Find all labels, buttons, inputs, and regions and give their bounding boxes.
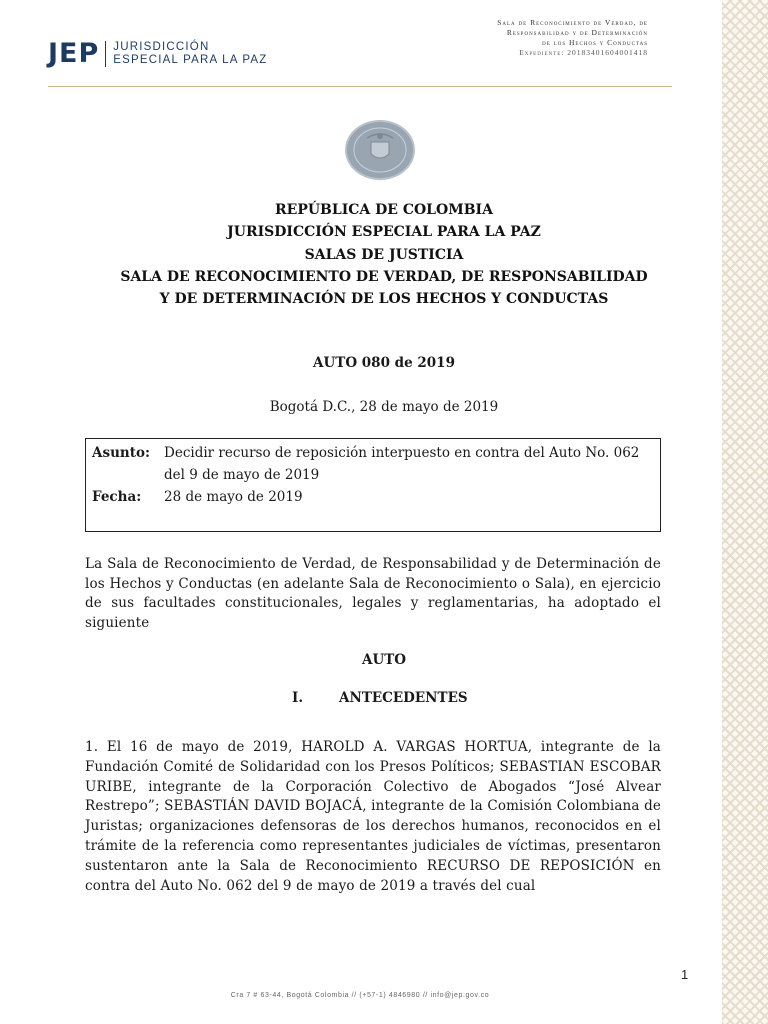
footer-contact: Cra 7 # 63-44, Bogotá Colombia // (+57-1) 4846980 // info@jep.gov.co <box>230 992 490 999</box>
logo-line-1: JURISDICCIÓN <box>113 40 210 53</box>
header-line-1: Sala de Reconocimiento de Verdad, de <box>497 18 648 27</box>
expediente <box>497 48 648 58</box>
title-jurisdiction: JURISDICCIÓN ESPECIAL PARA LA PAZ <box>227 224 541 241</box>
title-chamber-line-2: Y DE DETERMINACIÓN DE LOS HECHOS Y CONDUCTAS <box>159 291 609 308</box>
asunto-value: Decidir recurso de reposición interpuesto en contra del Auto No. 062 del 9 de mayo de 2019 <box>164 445 640 483</box>
date-row <box>92 487 656 509</box>
auto-heading: AUTO <box>361 652 407 668</box>
subject-box <box>85 438 661 532</box>
header-line-3: de los Hechos y Conductas <box>542 38 648 47</box>
section-title: ANTECEDENTES <box>339 690 468 706</box>
colombia-seal-icon <box>345 120 415 180</box>
header-divider <box>48 86 672 87</box>
document-titles <box>48 199 720 310</box>
title-chambers: SALAS DE JUSTICIA <box>304 246 464 263</box>
title-republic: REPÚBLICA DE COLOMBIA <box>275 202 493 218</box>
jep-logo <box>48 38 267 69</box>
section-heading <box>292 690 468 706</box>
asunto-label: Asunto: <box>92 445 150 461</box>
header-chamber-info <box>497 18 648 58</box>
page-number: 1 <box>681 967 689 982</box>
fecha-value: 28 de mayo de 2019 <box>164 489 303 505</box>
decorative-border <box>722 0 768 1024</box>
title-chamber-line-1: SALA DE RECONOCIMIENTO DE VERDAD, DE RESPONSABILIDAD <box>120 268 648 285</box>
logo-mark: JEP <box>48 38 100 69</box>
paragraph-1: 1. El 16 de mayo de 2019, HAROLD A. VARGAS HORTUA, integrante de la Fundación Comité de Solidaridad con los Presos Políticos; SEBASTIAN ESCOBAR URIBE, integrante de la Corporación Colectivo de Abogados “José Alvear Restrepo”; SEBASTIÁN DAVID BOJACÁ, integrante de la Comisión Colombiana de Juristas; organizaciones defensoras de los derechos humanos, reconocidos en el trámite de la referencia como representantes judiciales de víctimas, presentaron sustentaron ante la Sala de Reconocimiento RECURSO DE REPOSICIÓN en contra del Auto No. 062 del 9 de mayo de 2019 a través del cual <box>85 739 661 894</box>
logo-text <box>113 41 267 67</box>
place-and-date: Bogotá D.C., 28 de mayo de 2019 <box>269 399 499 415</box>
subject-row <box>92 443 656 486</box>
header-line-2: Responsabilidad y de Determinación <box>506 28 648 37</box>
logo-line-2: ESPECIAL PARA LA PAZ <box>113 53 268 66</box>
auto-number: AUTO 080 de 2019 <box>313 355 455 371</box>
expediente-label: Expediente: <box>519 48 565 57</box>
section-number: I. <box>292 690 304 706</box>
logo-divider <box>105 41 106 67</box>
expediente-value: 20183401604001418 <box>567 48 648 57</box>
fecha-label: Fecha: <box>92 489 142 505</box>
intro-paragraph: La Sala de Reconocimiento de Verdad, de Responsabilidad y de Determinación de los Hechos y Conductas (en adelante Sala de Reconocimiento o Sala), en ejercicio de sus facultades constitucionales, legales y reglamentarias, ha adoptado el siguiente <box>85 556 661 631</box>
